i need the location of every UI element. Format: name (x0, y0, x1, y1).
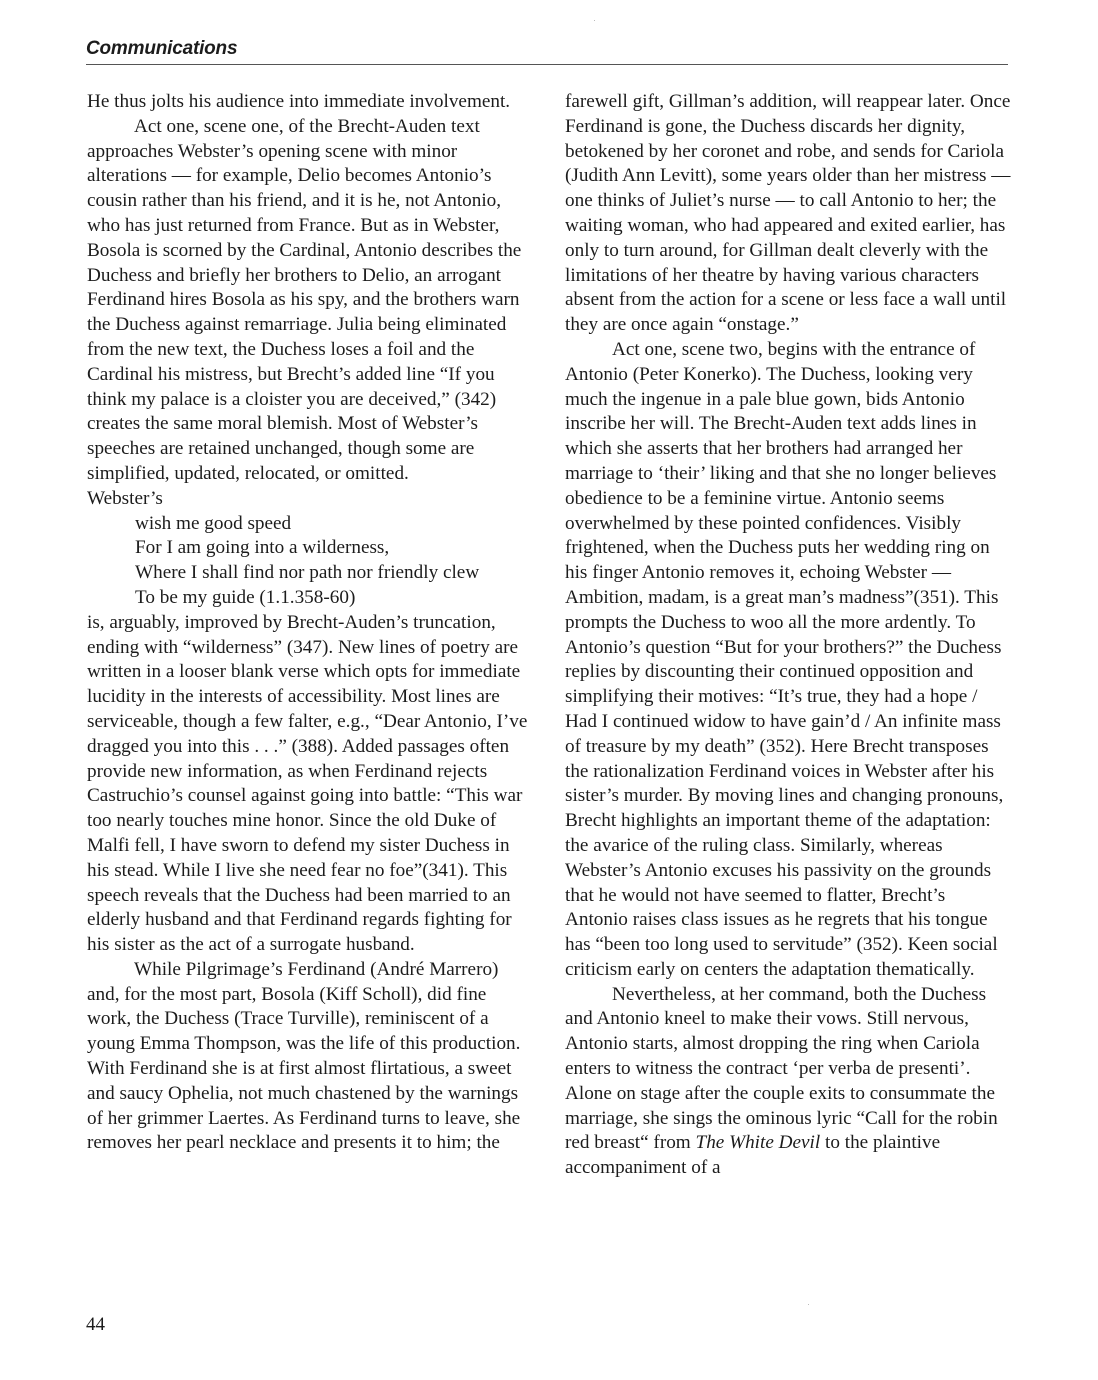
paragraph: While Pilgrimage’s Ferdinand (André Marrero) and, for the most part, Bosola (Kiff Scholl), did fine work, the Duchess (Trace Turville), reminiscent of a young Emma Thompson, was the life of this production. With Ferdinand she is at first almost flirtatious, a sweet and saucy Ophelia, not much chastened by the warnings of her grimmer Laertes. As Ferdinand turns to leave, she removes her pearl necklace and presents it to him; the (87, 958, 521, 1154)
paragraph: He thus jolts his audience into immediate involvement. (87, 91, 511, 112)
paragraph: Act one, scene one, of the Brecht-Auden text approaches Webster’s opening scene with minor alterations — for example, Delio becomes Antonio’s cousin rather than his friend, and it is he, not Antonio, who has just returned from France. But as in Webster, Bosola is scorned by the Cardinal, Antonio describes the Duchess and briefly her brothers to Delio, an arrogant Ferdinand hires Bosola as his spy, and the brothers warn the Duchess against remarriage. Julia being eliminated from the new text, the Duchess loses a foil and the Cardinal his mistress, but Brecht’s added line “If you think my palace is a cloister you are deceived,” (342) creates the same moral blemish. Most of Webster’s speeches are retained unchanged, though some are simplified, updated, relocated, or omitted. (87, 115, 522, 484)
paragraph: is, arguably, improved by Brecht-Auden’s truncation, ending with “wilderness” (347). New lines of poetry are written in a looser blank verse which opts for immediate lucidity in the interests of accessibility. Most lines are serviceable, though a few falter, e.g., “Dear Antonio, I’ve dragged you into this . . .” (388). Added passages often provide new information, as when Ferdinand rejects Castruchio’s counsel against going into battle: “This war too nearly touches mine honor. Since the old Duke of Malfi fell, I have sworn to defend my sister Duchess in his stead. While I live she need fear no foe”(341). This speech reveals that the Duchess had been married to an elderly husband and that Ferdinand regards fighting for his sister as the act of a surrogate husband. (87, 611, 528, 956)
verse-line: For I am going into a wilderness, (135, 537, 390, 559)
scan-speck (808, 1304, 809, 1305)
paragraph (565, 983, 1011, 1181)
left-column (87, 90, 533, 1156)
paragraph-text: to the plaintive accompaniment of a (565, 1132, 941, 1179)
paragraph-text: Nevertheless, at her command, both the Duchess and Antonio kneel to make their vows. Still nervous, Antonio starts, almost dropping the ring when Cariola enters to witness the contract ‘per verba de presenti’. Alone on stage after the couple exits to consummate the marriage, she sings the ominous lyric “Call for the robin red breast“ from (565, 983, 998, 1154)
running-header (86, 36, 1008, 65)
section-title: Communications (86, 38, 238, 59)
right-column (565, 90, 1011, 1181)
scan-speck (594, 20, 595, 21)
verse-quotation (87, 512, 533, 611)
paragraph: farewell gift, Gillman’s addition, will reappear later. Once Ferdinand is gone, the Duchess discards her dignity, betokened by her coronet and robe, and sends for Cariola (Judith Ann Levitt), some years older than her mistress — one thinks of Juliet’s nurse — to call Antonio to her; the waiting woman, who had appeared and exited earlier, has only to turn around, for Gillman dealt cleverly with the limitations of her theatre by having various characters absent from the action for a scene or less face a wall until they are once again “onstage.” (565, 91, 1011, 336)
verse-line: To be my guide (1.1.358-60) (135, 586, 356, 608)
paragraph: Webster’s (87, 487, 163, 509)
paragraph: Act one, scene two, begins with the entrance of Antonio (Peter Konerko). The Duchess, looking very much the ingenue in a pale blue gown, bids Antonio inscribe her will. The Brecht-Auden text adds lines in which she asserts that her brothers had arranged her marriage to ‘their’ liking and that she no longer believes obedience to be a feminine virtue. Antonio seems overwhelmed by these pointed confidences. Visibly frightened, when the Duchess puts her wedding ring on his finger Antonio removes it, echoing Webster — Ambition, madam, is a great man’s madness”(351). This prompts the Duchess to woo all the more ardently. To Antonio’s question “But for your brothers?” the Duchess replies by discounting their continued opposition and simplifying their motives: “It’s true, they had a hope / Had I continued widow to have gain’d / An infinite mass of treasure by my death” (352). Here Brecht transposes the rationalization Ferdinand voices in Webster after his sister’s murder. By moving lines and changing pronouns, Brecht highlights an important theme of the adaptation: the avarice of the ruling class. Similarly, whereas Webster’s Antonio excuses his passivity on the grounds that he would not have seemed to flatter, Brecht’s Antonio raises class issues as he regrets that his tongue has “been too long used to servitude” (352). Keen social criticism early on centers the adaptation thematically. (565, 338, 1004, 980)
verse-line: Where I shall find nor path nor friendly clew (135, 562, 480, 584)
verse-line: wish me good speed (135, 512, 292, 534)
page-number: 44 (86, 1314, 105, 1335)
work-title: The White Devil (695, 1132, 821, 1154)
